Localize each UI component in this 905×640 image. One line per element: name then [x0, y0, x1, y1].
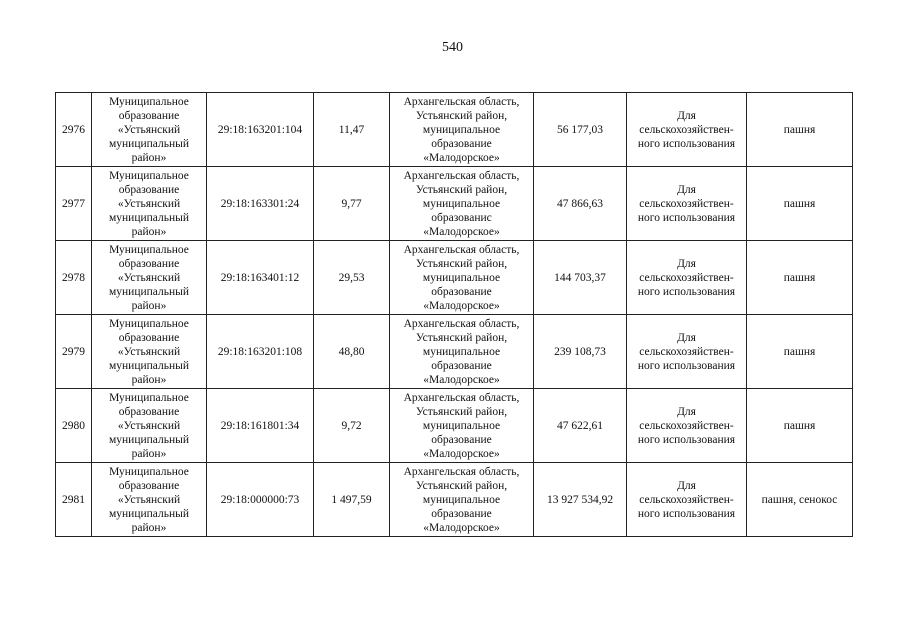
permitted-use-cell: пашня	[747, 315, 853, 389]
cadastral-number-cell: 29:18:163201:108	[207, 315, 314, 389]
cadastral-cost-cell: 239 108,73	[534, 315, 627, 389]
owner-cell: Муниципальное образование «Устьянский муниципальный район»	[92, 463, 207, 537]
land-category-cell: Для сельскохозяйствен- ного использования	[627, 93, 747, 167]
land-category-cell: Для сельскохозяйствен- ного использования	[627, 315, 747, 389]
table-row	[56, 167, 853, 241]
owner-cell: Муниципальное образование «Устьянский муниципальный район»	[92, 389, 207, 463]
row-number: 2979	[56, 315, 92, 389]
cadastral-cost-cell: 13 927 534,92	[534, 463, 627, 537]
table-row	[56, 315, 853, 389]
land-category-cell: Для сельскохозяйствен- ного использования	[627, 241, 747, 315]
row-number: 2981	[56, 463, 92, 537]
table-row	[56, 463, 853, 537]
address-cell: Архангельская область, Устьянский район, муниципальное образование «Малодорское»	[390, 241, 534, 315]
address-cell: Архангельская область, Устьянский район, муниципальное образование «Малодорское»	[390, 93, 534, 167]
row-number: 2978	[56, 241, 92, 315]
cadastral-cost-cell: 47 866,63	[534, 167, 627, 241]
permitted-use-cell: пашня	[747, 167, 853, 241]
address-cell: Архангельская область, Устьянский район, муниципальное образованис «Малодорское»	[390, 167, 534, 241]
cadastral-cost-cell: 47 622,61	[534, 389, 627, 463]
address-cell: Архангельская область, Устьянский район, муниципальное образование «Малодорское»	[390, 315, 534, 389]
land-registry-table	[55, 92, 853, 537]
row-number: 2977	[56, 167, 92, 241]
page-number: 540	[442, 40, 463, 55]
cadastral-number-cell: 29:18:163401:12	[207, 241, 314, 315]
permitted-use-cell: пашня	[747, 241, 853, 315]
area-cell: 9,72	[314, 389, 390, 463]
land-category-cell: Для сельскохозяйствен- ного использования	[627, 463, 747, 537]
area-cell: 9,77	[314, 167, 390, 241]
address-cell: Архангельская область, Устьянский район, муниципальное образование «Малодорское»	[390, 463, 534, 537]
permitted-use-cell: пашня	[747, 389, 853, 463]
cadastral-cost-cell: 144 703,37	[534, 241, 627, 315]
table-row	[56, 389, 853, 463]
owner-cell: Муниципальное образование «Устьянский муниципальный район»	[92, 315, 207, 389]
owner-cell: Муниципальное образование «Устьянский муниципальный район»	[92, 241, 207, 315]
row-number: 2980	[56, 389, 92, 463]
cadastral-number-cell: 29:18:161801:34	[207, 389, 314, 463]
land-category-cell: Для сельскохозяйствен- ного использования	[627, 167, 747, 241]
permitted-use-cell: пашня, сенокос	[747, 463, 853, 537]
owner-cell: Муниципальное образование «Устьянский муниципальный район»	[92, 93, 207, 167]
cadastral-number-cell: 29:18:000000:73	[207, 463, 314, 537]
land-category-cell: Для сельскохозяйствен- ного использования	[627, 389, 747, 463]
address-cell: Архангельская область, Устьянский район, муниципальное образование «Малодорское»	[390, 389, 534, 463]
cadastral-number-cell: 29:18:163301:24	[207, 167, 314, 241]
row-number: 2976	[56, 93, 92, 167]
area-cell: 29,53	[314, 241, 390, 315]
area-cell: 1 497,59	[314, 463, 390, 537]
owner-cell: Муниципальное образование «Устьянский муниципальный район»	[92, 167, 207, 241]
table-row	[56, 93, 853, 167]
cadastral-cost-cell: 56 177,03	[534, 93, 627, 167]
permitted-use-cell: пашня	[747, 93, 853, 167]
table-row	[56, 241, 853, 315]
cadastral-number-cell: 29:18:163201:104	[207, 93, 314, 167]
area-cell: 48,80	[314, 315, 390, 389]
area-cell: 11,47	[314, 93, 390, 167]
